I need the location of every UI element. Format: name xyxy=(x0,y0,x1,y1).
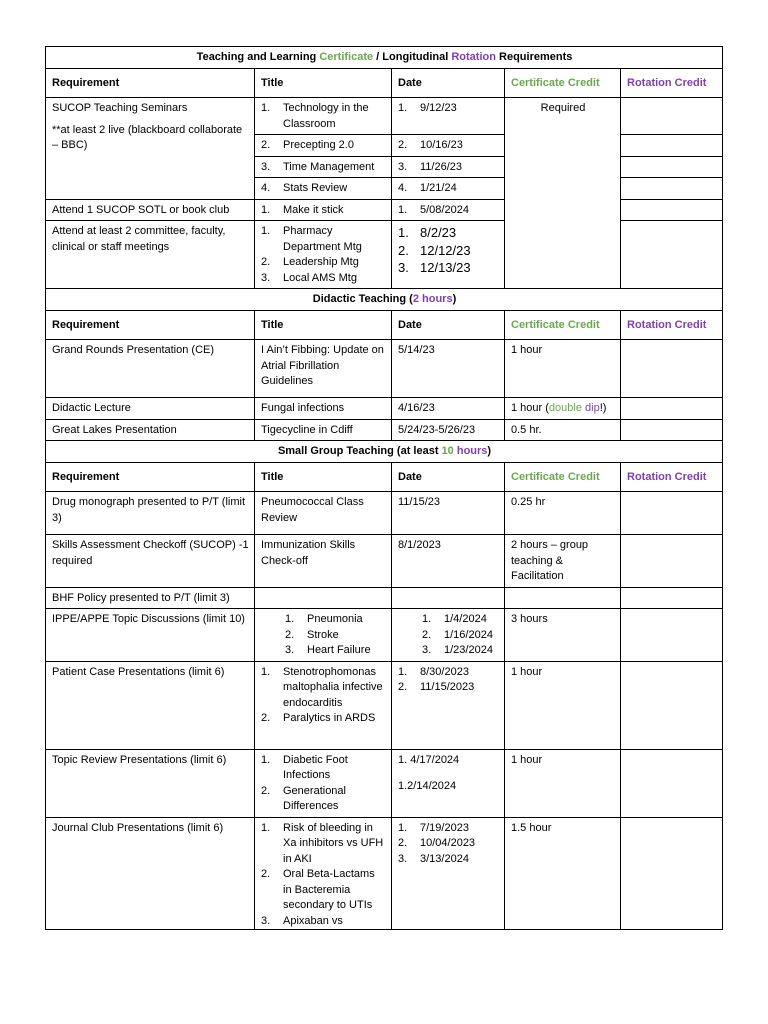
section-title-didactic: Didactic Teaching (2 hours) xyxy=(46,289,723,311)
title-cell: Fungal infections xyxy=(255,398,392,420)
table-row xyxy=(46,419,723,441)
title-cell: 1. Stenotrophomonas maltophalia infective endocarditis 2. Paralytics in ARDS xyxy=(255,661,392,749)
date-cell: 8/1/2023 xyxy=(392,535,505,588)
date-cell: 11/15/23 xyxy=(392,492,505,535)
title-cell: 3. Time Management xyxy=(255,156,392,178)
certificate-cell: 0.5 hr. xyxy=(505,419,621,441)
rotation-cell xyxy=(621,156,723,178)
title-cell: I Ain’t Fibbing: Update on Atrial Fibrillation Guidelines xyxy=(255,340,392,398)
requirement-cell: Topic Review Presentations (limit 6) xyxy=(46,749,255,817)
table-row xyxy=(46,492,723,535)
header-rotation-credit: Rotation Credit xyxy=(621,311,723,340)
certificate-cell: 1 hour xyxy=(505,749,621,817)
certificate-cell: 1 hour xyxy=(505,340,621,398)
required-cell: Required xyxy=(505,98,621,289)
date-cell: 5/14/23 xyxy=(392,340,505,398)
title-cell: Tigecycline in Cdiff xyxy=(255,419,392,441)
rotation-cell xyxy=(621,398,723,420)
header-date: Date xyxy=(392,69,505,98)
date-cell xyxy=(392,587,505,609)
title-cell xyxy=(255,587,392,609)
requirement-cell: Journal Club Presentations (limit 6) xyxy=(46,817,255,930)
date-cell: 1. 9/12/23 xyxy=(392,98,505,135)
header-row xyxy=(46,463,723,492)
header-rotation-credit: Rotation Credit xyxy=(621,69,723,98)
title-cell: 2. Precepting 2.0 xyxy=(255,135,392,157)
rotation-cell xyxy=(621,609,723,662)
date-cell: 1. 8/30/2023 2. 11/15/2023 xyxy=(392,661,505,749)
date-cell: 1. 7/19/2023 2. 10/04/2023 3. 3/13/2024 xyxy=(392,817,505,930)
requirement-cell: Didactic Lecture xyxy=(46,398,255,420)
title-cell: Immunization Skills Check-off xyxy=(255,535,392,588)
date-cell: 1. 8/2/23 2. 12/12/23 3. 12/13/23 xyxy=(392,221,505,289)
table-row xyxy=(46,587,723,609)
requirement-cell: BHF Policy presented to P/T (limit 3) xyxy=(46,587,255,609)
header-title: Title xyxy=(255,311,392,340)
table-row xyxy=(46,609,723,662)
header-rotation-credit: Rotation Credit xyxy=(621,463,723,492)
certificate-cell xyxy=(505,587,621,609)
table-row xyxy=(46,340,723,398)
header-date: Date xyxy=(392,463,505,492)
requirement-cell: Great Lakes Presentation xyxy=(46,419,255,441)
certificate-cell: 1 hour xyxy=(505,661,621,749)
date-cell: 2. 10/16/23 xyxy=(392,135,505,157)
header-row xyxy=(46,69,723,98)
header-requirement: Requirement xyxy=(46,69,255,98)
rotation-cell xyxy=(621,587,723,609)
certificate-cell: 1 hour (double dip!) xyxy=(505,398,621,420)
title-cell: 4. Stats Review xyxy=(255,178,392,200)
table-row xyxy=(46,749,723,817)
rotation-cell xyxy=(621,535,723,588)
title-cell: 1. Pharmacy Department Mtg 2. Leadership Mtg 3. Local AMS Mtg xyxy=(255,221,392,289)
rotation-cell xyxy=(621,749,723,817)
title-cell: 1. Make it stick xyxy=(255,199,392,221)
requirement-cell: Grand Rounds Presentation (CE) xyxy=(46,340,255,398)
date-cell: 1. 1/4/2024 2. 1/16/2024 3. 1/23/2024 xyxy=(392,609,505,662)
rotation-cell xyxy=(621,340,723,398)
table-row xyxy=(46,98,723,135)
rotation-cell xyxy=(621,135,723,157)
header-certificate-credit: Certificate Credit xyxy=(505,69,621,98)
certificate-cell: 2 hours – group teaching & Facilitation xyxy=(505,535,621,588)
header-title: Title xyxy=(255,463,392,492)
section-title-small-group: Small Group Teaching (at least 10 hours) xyxy=(46,441,723,463)
certificate-cell: 0.25 hr xyxy=(505,492,621,535)
table-row xyxy=(46,398,723,420)
date-cell: 1. 4/17/2024 1.2/14/2024 xyxy=(392,749,505,817)
table-row xyxy=(46,221,723,289)
header-row xyxy=(46,311,723,340)
title-cell: 1. Pneumonia 2. Stroke 3. Heart Failure xyxy=(255,609,392,662)
certificate-cell: 1.5 hour xyxy=(505,817,621,930)
rotation-cell xyxy=(621,178,723,200)
requirements-table xyxy=(45,46,723,930)
requirement-cell: Attend at least 2 committee, faculty, clinical or staff meetings xyxy=(46,221,255,289)
rotation-cell xyxy=(621,199,723,221)
header-certificate-credit: Certificate Credit xyxy=(505,463,621,492)
rotation-cell xyxy=(621,419,723,441)
header-certificate-credit: Certificate Credit xyxy=(505,311,621,340)
header-date: Date xyxy=(392,311,505,340)
rotation-cell xyxy=(621,221,723,289)
table-row xyxy=(46,535,723,588)
table-row xyxy=(46,199,723,221)
rotation-cell xyxy=(621,98,723,135)
certificate-cell: 3 hours xyxy=(505,609,621,662)
table-row xyxy=(46,817,723,930)
table-row xyxy=(46,661,723,749)
date-cell: 1. 5/08/2024 xyxy=(392,199,505,221)
rotation-cell xyxy=(621,661,723,749)
header-title: Title xyxy=(255,69,392,98)
rotation-cell xyxy=(621,817,723,930)
requirement-cell: SUCOP Teaching Seminars **at least 2 live (blackboard collaborate – BBC) xyxy=(46,98,255,200)
rotation-cell xyxy=(621,492,723,535)
date-cell: 3. 11/26/23 xyxy=(392,156,505,178)
title-cell: 1. Technology in the Classroom xyxy=(255,98,392,135)
requirement-cell: Attend 1 SUCOP SOTL or book club xyxy=(46,199,255,221)
requirement-cell: Drug monograph presented to P/T (limit 3) xyxy=(46,492,255,535)
requirement-cell: Patient Case Presentations (limit 6) xyxy=(46,661,255,749)
title-cell: Pneumococcal Class Review xyxy=(255,492,392,535)
date-cell: 4/16/23 xyxy=(392,398,505,420)
section-title-teaching-learning: Teaching and Learning Certificate / Longitudinal Rotation Requirements xyxy=(46,47,723,69)
header-requirement: Requirement xyxy=(46,311,255,340)
requirement-cell: IPPE/APPE Topic Discussions (limit 10) xyxy=(46,609,255,662)
title-cell: 1. Risk of bleeding in Xa inhibitors vs UFH in AKI 2. Oral Beta-Lactams in Bacteremia secondary to UTIs 3. Apixaban vs xyxy=(255,817,392,930)
header-requirement: Requirement xyxy=(46,463,255,492)
title-cell: 1. Diabetic Foot Infections 2. Generational Differences xyxy=(255,749,392,817)
requirement-cell: Skills Assessment Checkoff (SUCOP) -1 required xyxy=(46,535,255,588)
date-cell: 4. 1/21/24 xyxy=(392,178,505,200)
date-cell: 5/24/23-5/26/23 xyxy=(392,419,505,441)
